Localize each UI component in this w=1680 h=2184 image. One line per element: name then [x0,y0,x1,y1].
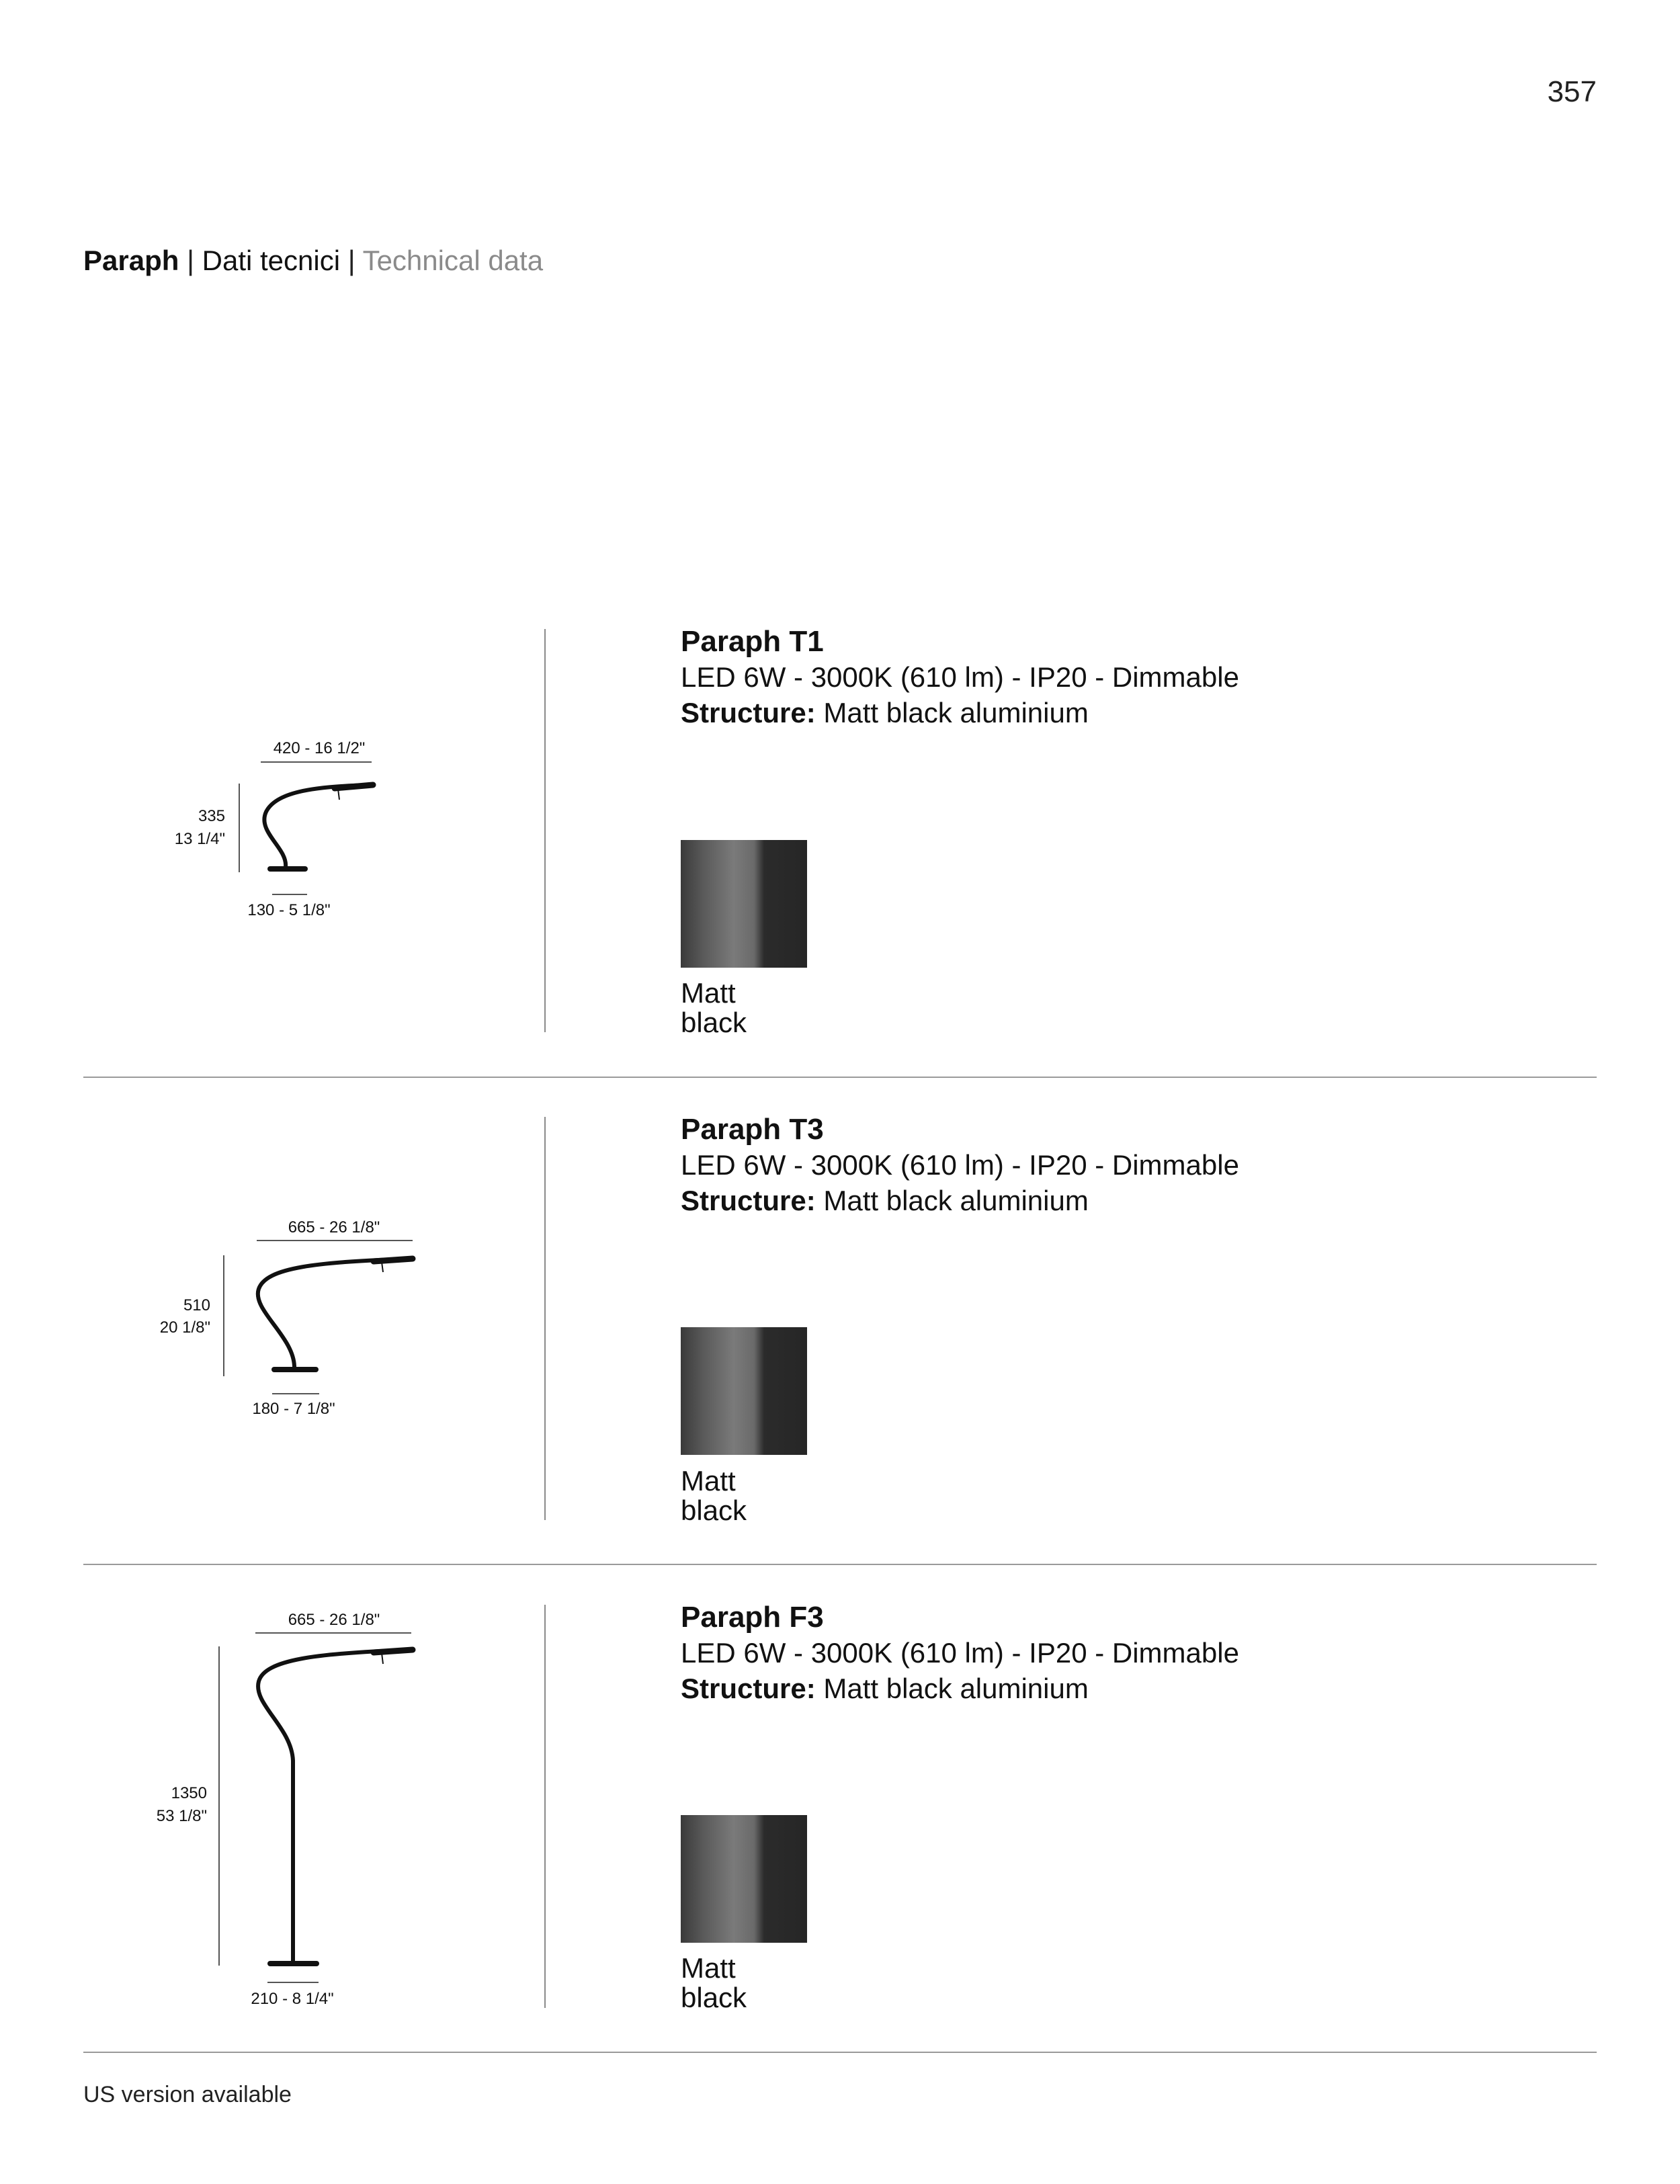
finish-swatch-matt-black [681,1327,807,1455]
product-structure [681,1183,1239,1218]
dimension-width: 665 - 26 1/8" [288,1611,380,1629]
dimension-base: 210 - 8 1/4" [251,1990,334,2008]
product-info-f3 [681,1599,1239,1706]
title-separator: | [187,245,194,276]
product-info-t3 [681,1111,1239,1218]
footer-note: US version available [83,2082,292,2107]
dimension-height-in: 20 1/8" [159,1318,210,1337]
structure-label: Structure: [681,1185,816,1216]
product-spec: LED 6W - 3000K (610 lm) - IP20 - Dimmable [681,1637,1239,1669]
title-product: Paraph [83,245,179,276]
finish-label-line: Matt [681,1465,736,1497]
dimension-height-mm: 510 [183,1296,210,1314]
product-structure [681,1671,1239,1706]
structure-value: Matt black aluminium [823,1673,1089,1704]
structure-label: Structure: [681,1673,816,1704]
dimension-height-mm: 335 [198,807,225,825]
finish-label [681,1954,815,2013]
structure-value: Matt black aluminium [823,1185,1089,1216]
page-number: 357 [1547,75,1597,108]
title-english: Technical data [362,245,544,276]
structure-label: Structure: [681,697,816,728]
product-info-t1 [681,624,1239,730]
finish-label-line: black [681,1982,747,2013]
product-name: Paraph T1 [681,625,824,658]
dimension-width: 420 - 16 1/2" [273,739,366,757]
product-spec: LED 6W - 3000K (610 lm) - IP20 - Dimmable [681,661,1239,693]
lamp-body-f3 [258,1650,413,1961]
finish-swatch-matt-black [681,1815,807,1943]
product-name: Paraph T3 [681,1113,824,1146]
dimension-base: 180 - 7 1/8" [252,1400,335,1418]
finish-swatch-matt-black [681,840,807,968]
title-italian: Dati tecnici [202,245,341,276]
product-name: Paraph F3 [681,1601,824,1634]
finish-label-line: black [681,1495,747,1526]
title-separator: | [347,245,355,276]
dimension-height-in: 53 1/8" [156,1807,207,1825]
finish-label-line: Matt [681,977,736,1009]
dimension-height-mm: 1350 [171,1784,207,1802]
finish-label-line: black [681,1007,747,1038]
product-spec: LED 6W - 3000K (610 lm) - IP20 - Dimmable [681,1149,1239,1181]
section-divider [83,2052,1597,2053]
finish-label [681,1466,815,1525]
product-structure [681,695,1239,730]
finish-label-line: Matt [681,1952,736,1984]
structure-value: Matt black aluminium [823,697,1089,728]
dimension-height-in: 13 1/4" [174,830,225,848]
dimension-width: 665 - 26 1/8" [288,1218,380,1236]
product-drawing-f3 [0,0,551,2050]
finish-label [681,978,815,1038]
dimension-base: 130 - 5 1/8" [247,901,331,919]
